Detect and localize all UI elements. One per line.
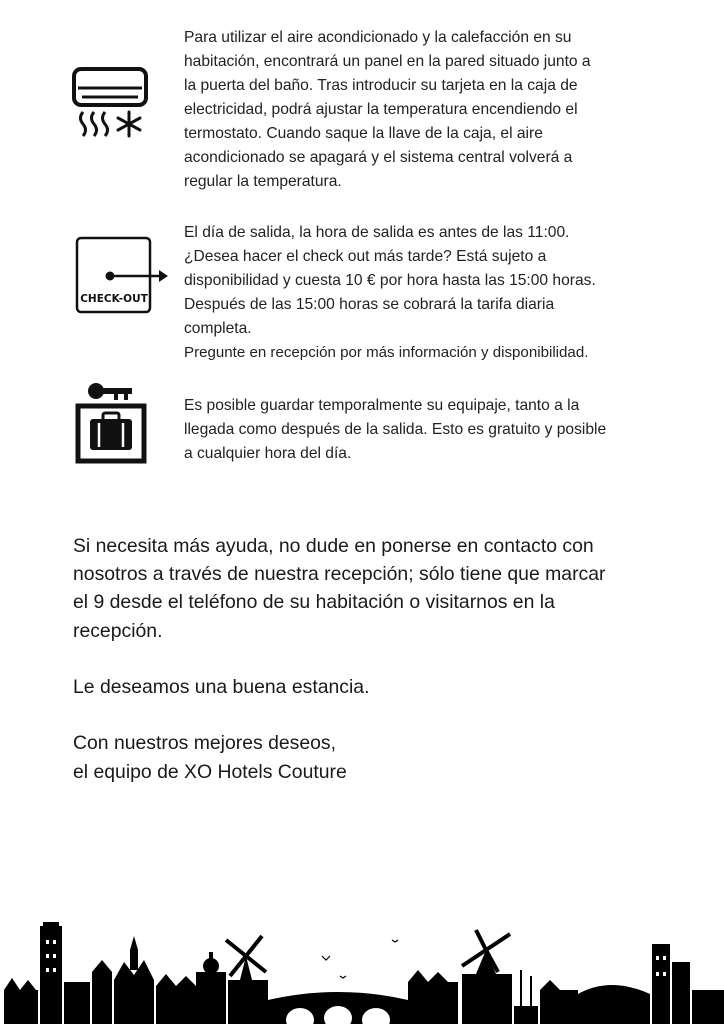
text-line: el 9 desde el teléfono de su habitación o visitarnos en la xyxy=(73,591,555,614)
text-line: Si necesita más ayuda, no dude en ponerse en contacto con xyxy=(73,535,594,557)
text-line: electricidad, podrá ajustar la temperatura encendiendo el xyxy=(184,101,578,118)
text-line: nosotros a través de nuestra recepción; sólo tiene que marcar xyxy=(73,563,606,586)
check-out-text xyxy=(184,221,674,365)
air-conditioner-icon xyxy=(70,66,152,158)
closing-message xyxy=(73,532,673,786)
luggage-storage-icon xyxy=(74,381,148,465)
text-line: Es posible guardar temporalmente su equipaje, tanto a la xyxy=(184,397,580,414)
text-line: regular la temperatura. xyxy=(184,173,342,190)
text-line: completa. xyxy=(184,320,252,337)
text-line: acondicionado se apagará y el sistema central volverá a xyxy=(184,149,573,166)
text-line: ¿Desea hacer el check out más tarde? Está sujeto a xyxy=(184,248,547,265)
text-line: Para utilizar el aire acondicionado y la calefacción en su xyxy=(184,29,572,46)
help-paragraph xyxy=(73,532,673,645)
text-line: la puerta del baño. Tras introducir su tarjeta en la caja de xyxy=(184,77,578,94)
air-conditioning-text xyxy=(184,26,664,194)
text-line: Pregunte en recepción por más información y disponibilidad. xyxy=(184,344,589,361)
amsterdam-skyline-silhouette xyxy=(0,920,724,1024)
text-line: habitación, encontrará un panel en la pared situado junto a xyxy=(184,53,591,70)
text-line: termostato. Cuando saque la llave de la caja, el aire xyxy=(184,125,543,142)
text-line: llegada como después de la salida. Esto es gratuito y posible xyxy=(184,421,607,438)
text-line: Después de las 15:00 horas se cobrará la tarifa diaria xyxy=(184,296,555,313)
signature-paragraph xyxy=(73,729,673,785)
check-out-icon xyxy=(75,236,153,314)
text-line: a cualquier hora del día. xyxy=(184,445,352,462)
text-line: El día de salida, la hora de salida es antes de las 11:00. xyxy=(184,224,570,241)
wish-paragraph: Le deseamos una buena estancia. xyxy=(73,676,370,698)
section-luggage-storage xyxy=(0,394,724,474)
signature-line: el equipo de XO Hotels Couture xyxy=(73,760,347,783)
text-line: disponibilidad y cuesta 10 € por hora hasta las 15:00 horas. xyxy=(184,272,596,289)
regards-line: Con nuestros mejores deseos, xyxy=(73,732,336,755)
section-check-out xyxy=(0,221,724,371)
luggage-storage-text xyxy=(184,394,664,466)
text-line: recepción. xyxy=(73,619,163,642)
check-out-label: CHECK-OUT xyxy=(80,293,148,305)
section-air-conditioning xyxy=(0,26,724,196)
